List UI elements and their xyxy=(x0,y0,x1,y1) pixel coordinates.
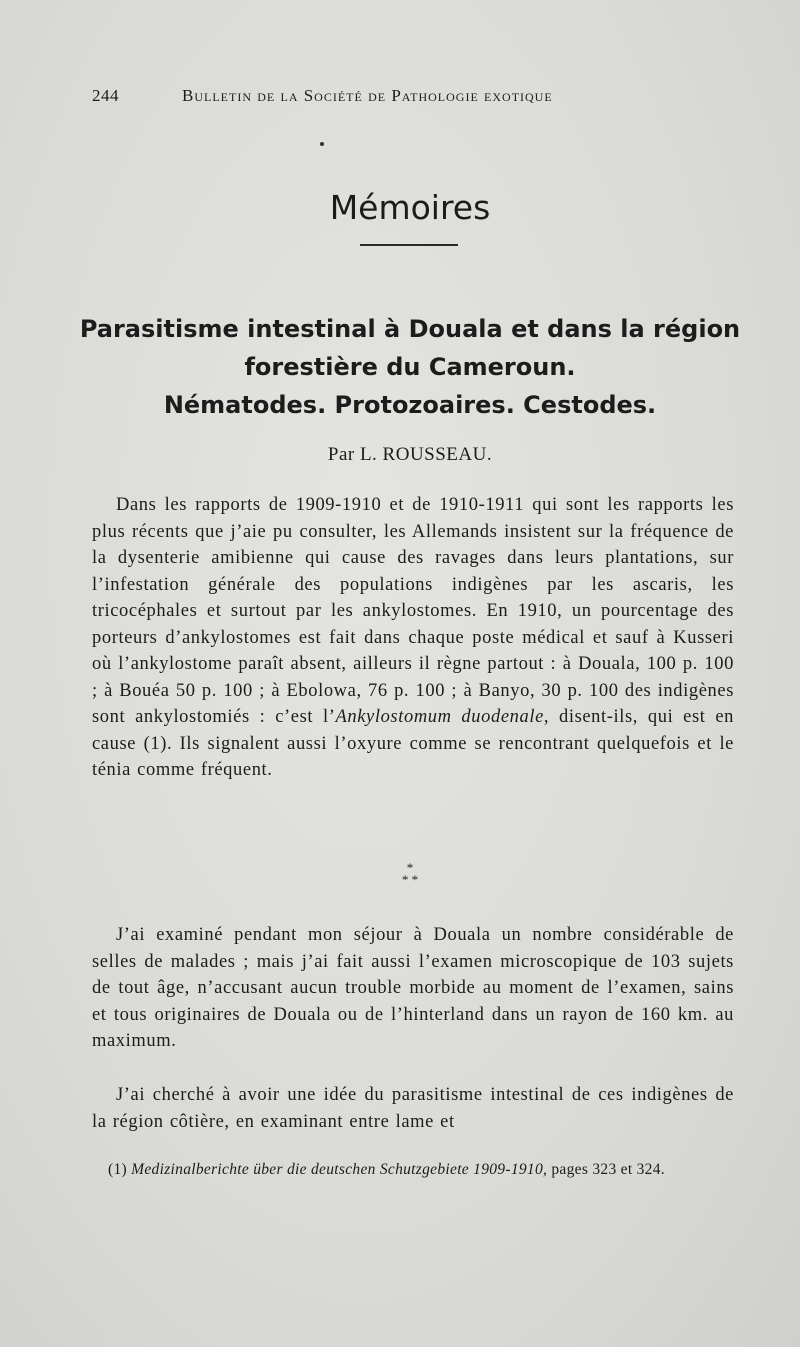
footnote xyxy=(92,1160,734,1180)
ink-speck xyxy=(320,142,324,146)
separator-stars-bottom: * * xyxy=(401,872,419,887)
paragraph-2 xyxy=(92,922,734,1055)
separator-star-top: * xyxy=(406,860,414,875)
paragraph-3-text: J’ai cherché à avoir une idée du parasitisme intestinal de ces indigènes de la région côtière, en examinant entre lame et xyxy=(92,1085,734,1132)
author-byline: Par L. ROUSSEAU. xyxy=(327,444,493,465)
running-title: Bulletin de la Société de Pathologie exotique xyxy=(182,86,553,105)
paragraph-1-italic: Ankylostomum duodenale xyxy=(335,707,544,727)
title-line-3: Nématodes. Protozoaires. Cestodes. xyxy=(163,391,657,419)
section-title: Mémoires xyxy=(329,188,491,227)
title-line-1: Parasitisme intestinal à Douala et dans la région xyxy=(79,315,741,343)
footnote-text xyxy=(92,1160,734,1180)
paragraph-3 xyxy=(92,1082,734,1135)
paragraph-2-text: J’ai examiné pendant mon séjour à Douala un nombre considérable de selles de malades ; mais j’ai fait aussi l’examen microscopique de 103 sujets de tout âge, n’accusant aucun trouble morbide au moment de l’examen, sains et tous originaires de Douala ou de l’hinterland dans un rayon de 160 km. au maximum. xyxy=(92,925,734,1051)
paragraph-1-part-b: , disent-ils, qui est en cause (1). Ils signalent aussi l’oxyure comme se rencontrant quelquefois et le ténia comme fréquent. xyxy=(92,707,735,780)
footnote-italic: Medizinalberichte über die deutschen Schutzgebiete 1909-1910, xyxy=(131,1161,548,1178)
article-title xyxy=(60,310,760,424)
footnote-rest: pages 323 et 324. xyxy=(547,1161,665,1178)
title-line-2: forestière du Cameroun. xyxy=(244,353,576,381)
paragraph-1-text xyxy=(92,492,734,784)
running-head xyxy=(92,86,642,106)
title-rule xyxy=(360,244,458,246)
section-separator xyxy=(380,862,440,886)
footnote-marker: (1) xyxy=(108,1161,132,1178)
paragraph-1 xyxy=(92,492,734,784)
page-number: 244 xyxy=(92,86,119,105)
paragraph-1-part-a: Dans les rapports de 1909-1910 et de 1910-1911 qui sont les rapports les plus récents que j’aie pu consulter, les Allemands insistent sur la fréquence de la dysenterie amibienne qui cause des ravages dans leurs plantations, sur l’infestation générale des populations indigènes par les ascaris, les tricocéphales et surtout par les ankylostomes. En 1910, un pourcentage des porteurs d’ankylostomes est fait dans chaque poste médical et sauf à Kusseri où l’ankylostome paraît absent, ailleurs il règne partout : à Douala, 100 p. 100 ; à Bouéa 50 p. 100 ; à Ebolowa, 76 p. 100 ; à Banyo, 30 p. 100 des indigènes sont ankylostomiés : c’est l’ xyxy=(92,495,734,727)
